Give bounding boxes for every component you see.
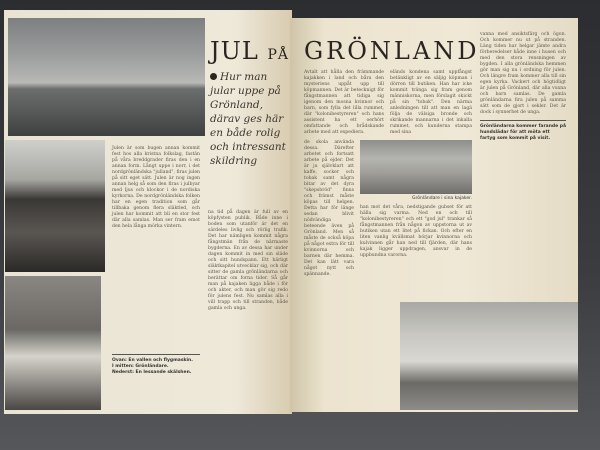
- body-column-2-top: eländs kondena samt uppfångst betänkligt av en säljig köpman i dörren till butiken. Han har icke kommit tränga sig fram genom människorna, men förslagit skickt på sin "tobak". Den närma anledningen till att man en lagä följa de välsiga bronde och skrikande mannarna i det inkalla rummet, och kunderna stampa med sina: [390, 70, 472, 135]
- body-column-1-top: Avtalt att hålla den främmande kajakken i land och båra den mysteriens uppåt upp till köpmannen. Det är betecknigt för fångstmannen att tidiga sig igenom den mosna kvinnor och barn, som fylla det lilla rummet, där "kolonibestyreren" och hans assistent ha ett oerhört omfattande och brådskande arbete med att expediera.: [304, 70, 384, 135]
- photo-greenlanders: [5, 140, 105, 272]
- photo-captions: Ovan: En vallen och flygmaskin. I mitten: Grönländare. Nederst: En lessande skälshen.: [112, 358, 193, 375]
- column-3: [480, 32, 566, 142]
- sled-caption: Grönländarna kommer farande på hundslädar för att möta ett fartyg som kommit på visit.: [480, 124, 567, 141]
- photo-dog-sleds: [400, 302, 578, 410]
- photo-sea-ice: [8, 18, 205, 136]
- body-column-3: vanna med ansiktsfärg och ögon. Och kommer nu ut på stranden. Läng tiden har helgar jämte andra förberedelser både inne i husen och med den stora rensningen av bygden. I alla grönländska hemmen gör man sig nu i ordning för julen. Och längre fram kommer alla till sin egen kyrka. Vackert och högtidligt är julen på Grönland, där alla vuxna och barn samlas. De gamla grönländarna fira julen på samma sätt som de gjort i sekler. Det är dock i synnerhet de unga.: [480, 32, 566, 115]
- kayak-caption: Grönländare i sina kajaker.: [412, 196, 472, 201]
- body-column-2-bottom: han mot det våra, nedstigande gubset för att hälla sig varma. Ned en och till "kolonibestyreren" och ett "god jul" trankar så fångstmannen från någon av uppstorna ut av butiken utan ett litet på fickan. Och efter en liten vanlig kvällsmat börjar kvinnorna och kulvinnen går han ned till fjärden, där hans kajak ligger uppdragen, ansvar in de uppbundna varorna.: [360, 205, 472, 258]
- caption-block: [112, 350, 200, 376]
- body-column-2: na tid på dagen är full av en köpfysten publik. Både inne i boden som utanför är det en särdeles livlig och rörlig trafik. Det har nämligen kommit några fångstmän från de närmaste bygderna. En av dessa har under dagen kommit in med sin släde och sitt hundspann. Ett härligt släktkapitel utvecklar sig, och där sitter de gamla grönländarna och berättar om forna tider. Så går man på kajaken ligga både i för och akter, och man gör sig redo för julens fest. Nu samlas alla i vill trapp och till stranden, både gamla och unga.: [208, 210, 288, 311]
- body-column-1: Julen är som bugen annan kommit fest hos alla kristna folkslag, fastän på våra breddgrader firas den i en annan form. Långt uppe i norr, i det nordgrönländska "julland", firas julen på sitt eget sätt. Julen är nog ingen annan helg så som den firas i julbyar med ljus och klockor i de nordiska kyrkorna. De nordgrönländska folken har en egen tradition som går tillbaka genom flera släktled, och julen har kommit att bli en stor fest där alla samlas. Man ser fram emot den hela långa mörka vintern.: [112, 146, 200, 229]
- photo-kayaks: [360, 140, 472, 194]
- left-columns: [304, 70, 472, 278]
- photo-woman-sitting: [5, 276, 101, 410]
- lead-text: Hur man jular uppe på Grönland, därav ges här en både rolig och intressant skildring: [210, 71, 286, 167]
- bullet-icon: [210, 73, 217, 80]
- divider: [112, 354, 200, 355]
- page-title-part2: GRÖNLAND: [304, 37, 480, 65]
- body-column-1-bottom: de skola använda dessa. Därefter arbetet och fortsatt arbete på ejder. Det är ju självklart att kaffe, socker och tobak samt några bitar av det dyra "skepsbröd" finns och främst måste köpas till helgen. Detta har för länge sedan blivit nödvändiga beteende även på Grönland. Men så måste de också köpa på något extra för till kvinnorna och barnen där hemma. Det kan lätt vara något nytt och spännande.: [304, 140, 354, 277]
- right-page: [290, 18, 578, 412]
- page-title-part1: JUL PÅ: [210, 37, 289, 65]
- left-page: [4, 10, 292, 414]
- kayak-story: [360, 140, 472, 259]
- divider: [480, 120, 566, 121]
